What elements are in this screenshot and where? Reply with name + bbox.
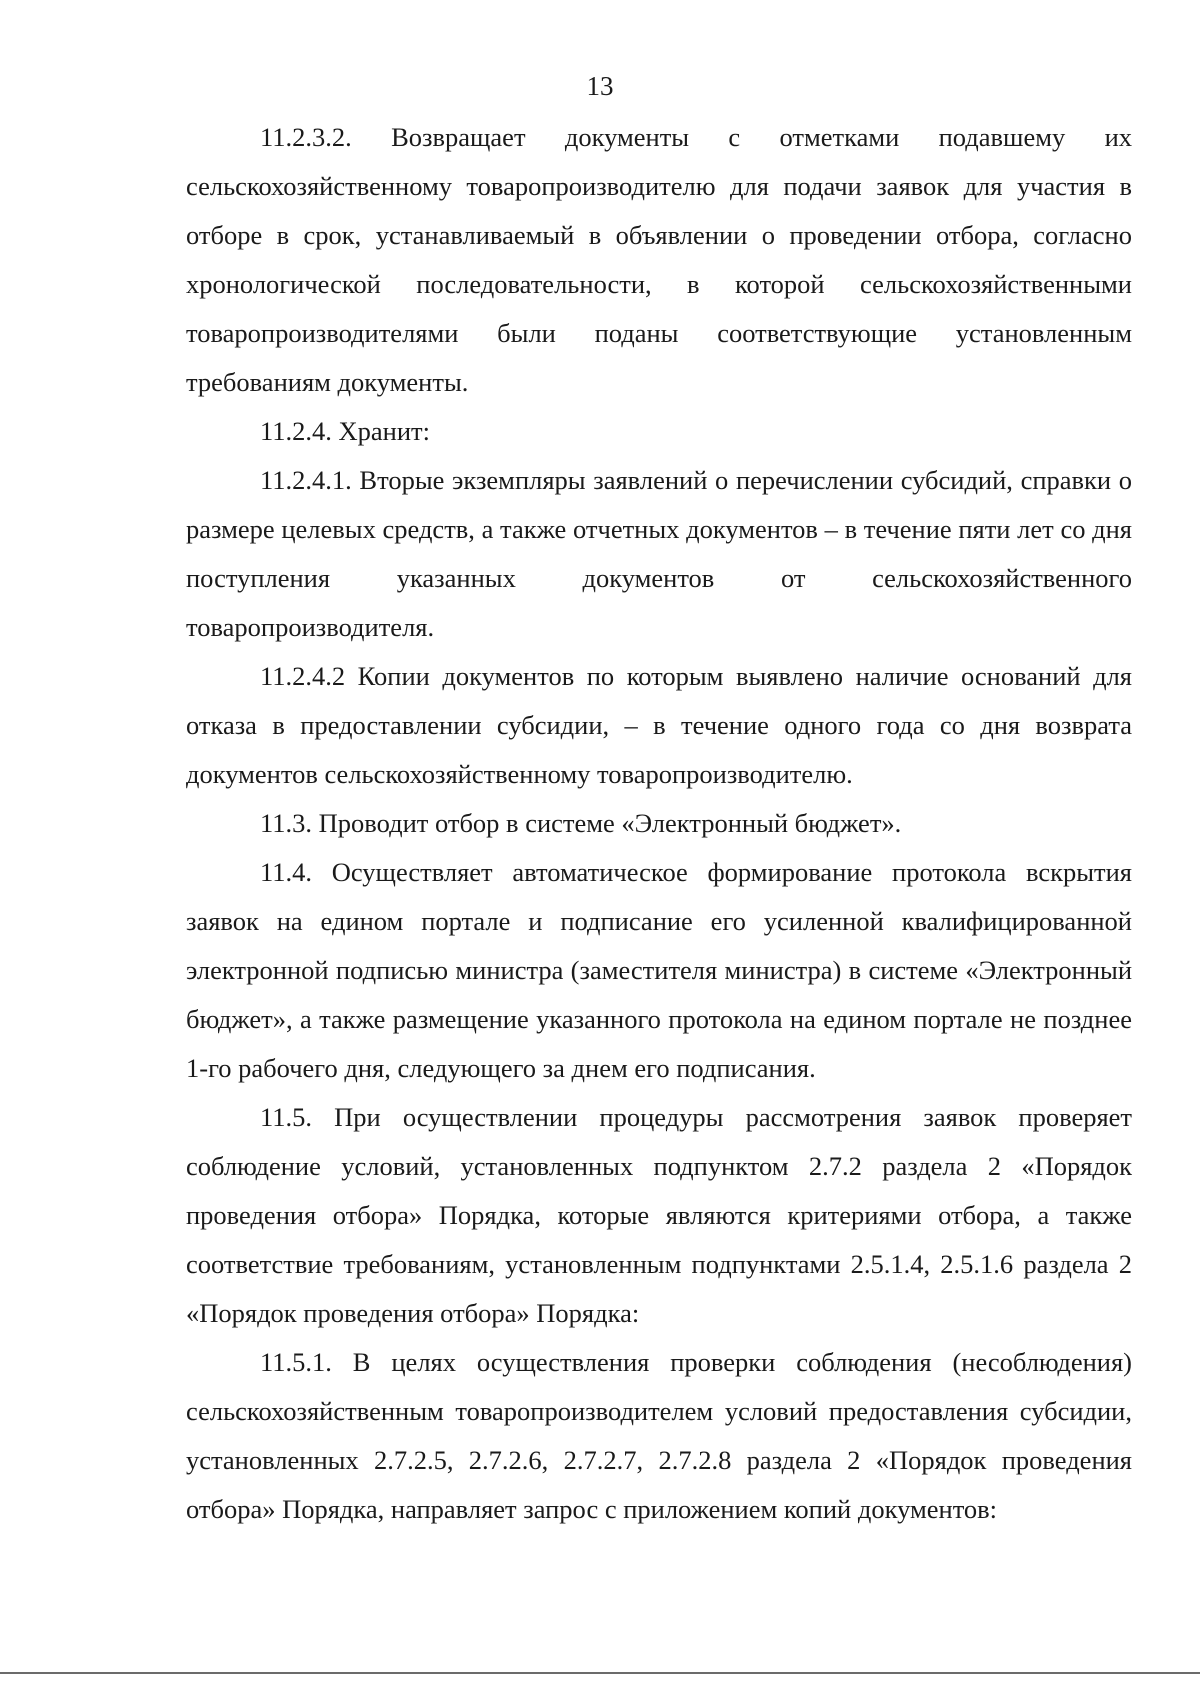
paragraph-11-5-1: 11.5.1. В целях осуществления проверки соблюдения (несоблюдения) сельскохозяйственным товаропроизводителем условий предоставления субсидии, установленных 2.7.2.5, 2.7.2.6, 2.7.2.7, 2.7.2.8 раздела 2 «Порядок проведения отбора» Порядка, направляет запрос с приложением копий документов: [186,1347,1132,1524]
paragraph-11-3: 11.3. Проводит отбор в системе «Электронный бюджет». [260,808,902,838]
paragraph-11-4: 11.4. Осуществляет автоматическое формирование протокола вскрытия заявок на едином портале и подписание его усиленной квалифицированной электронной подписью министра (заместителя министра) в системе «Электронный бюджет», а также размещение указанного протокола на едином портале не позднее 1-го рабочего дня, следующего за днем его подписания. [186,857,1132,1083]
paragraph-11-2-4: 11.2.4. Хранит: [260,416,430,446]
page-number: 13 [586,71,614,101]
page-bottom-edge [0,1672,1200,1674]
paragraph-11-2-4-2: 11.2.4.2 Копии документов по которым выявлено наличие оснований для отказа в предоставлении субсидии, – в течение одного года со дня возврата документов сельскохозяйственному товаропроизводителю. [186,661,1132,789]
document-body [186,113,1132,1534]
paragraph-11-5: 11.5. При осуществлении процедуры рассмотрения заявок проверяет соблюдение условий, установленных подпунктом 2.7.2 раздела 2 «Порядок проведения отбора» Порядка, которые являются критериями отбора, а также соответствие требованиям, установленным подпунктами 2.5.1.4, 2.5.1.6 раздела 2 «Порядок проведения отбора» Порядка: [186,1102,1132,1328]
paragraph-11-2-4-1: 11.2.4.1. Вторые экземпляры заявлений о перечислении субсидий, справки о размере целевых средств, а также отчетных документов – в течение пяти лет со дня поступления указанных документов от сельскохозяйственного товаропроизводителя. [186,465,1132,642]
paragraph-11-2-3-2: 11.2.3.2. Возвращает документы с отметками подавшему их сельскохозяйственному товаропроизводителю для подачи заявок для участия в отборе в срок, устанавливаемый в объявлении о проведении отбора, согласно хронологической последовательности, в которой сельскохозяйственными товаропроизводителями были поданы соответствующие установленным требованиям документы. [186,122,1132,397]
